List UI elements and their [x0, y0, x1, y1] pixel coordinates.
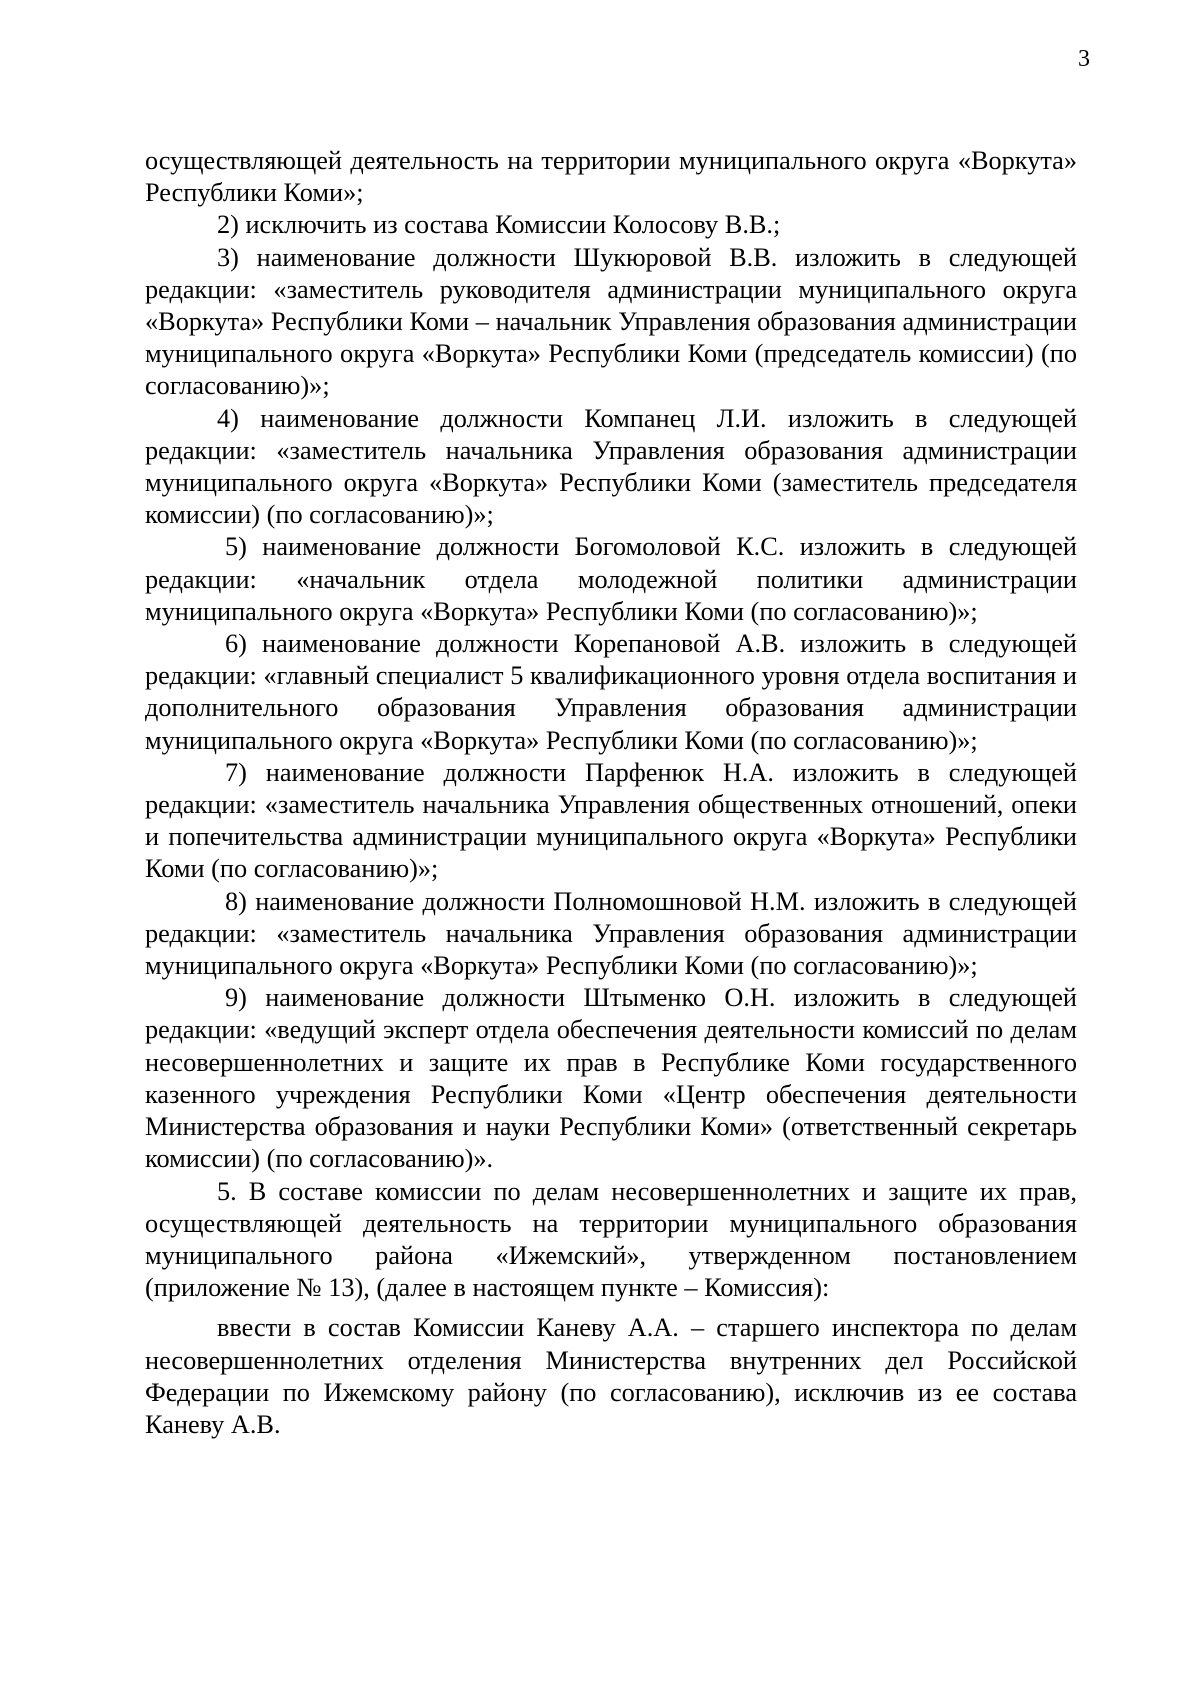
paragraph-section-5-action: ввести в состав Комиссии Каневу А.А. – старшего инспектора по делам несовершеннолетних отделения Министерства внутренних дел Российской Федерации по Ижемскому району (по согласованию), исключив из ее состава Каневу А.В. — [145, 1313, 1077, 1439]
paragraph-item-2: 2) исключить из состава Комиссии Колосову В.В.; — [217, 210, 781, 240]
paragraph-section-5: 5. В составе комиссии по делам несовершеннолетних и защите их прав, осуществляющей деятельность на территории муниципального образования муниципального района «Ижемский», утвержденном постановлением (приложение № 13), (далее в настоящем пункте – Комиссия): — [145, 1176, 1077, 1303]
paragraph-item-8: 8) наименование должности Полномошновой Н.М. изложить в следующей редакции: «заместитель начальника Управления образования администрации муниципального округа «Воркута» Республики Коми (по согласованию)»; — [145, 886, 1077, 981]
document-body — [145, 145, 1077, 1441]
paragraph-item-3: 3) наименование должности Шукюровой В.В. изложить в следующей редакции: «заместитель руководителя администрации муниципального округа «Воркута» Республики Коми – начальник Управления образования администрации муниципального округа «Воркута» Республики Коми (председатель комиссии) (по согласованию)»; — [145, 242, 1077, 401]
paragraph-item-5: 5) наименование должности Богомоловой К.С. изложить в следующей редакции: «начальник отдела молодежной политики администрации муниципального округа «Воркута» Республики Коми (по согласованию)»; — [145, 532, 1077, 626]
page-number: 3 — [1078, 46, 1090, 72]
paragraph-item-4: 4) наименование должности Компанец Л.И. изложить в следующей редакции: «заместитель начальника Управления образования администрации муниципального округа «Воркута» Республики Коми (заместитель председателя комиссии) (по согласованию)»; — [145, 403, 1077, 530]
paragraph-item-7: 7) наименование должности Парфенюк Н.А. изложить в следующей редакции: «заместитель начальника Управления общественных отношений, опеки и попечительства администрации муниципального округа «Воркута» Республики Коми (по согласованию)»; — [145, 757, 1077, 884]
paragraph-continuation: осуществляющей деятельность на территории муниципального округа «Воркута» Республики Коми»; — [145, 146, 1077, 208]
paragraph-item-9: 9) наименование должности Штыменко О.Н. изложить в следующей редакции: «ведущий эксперт отдела обеспечения деятельности комиссий по делам несовершеннолетних и защите их прав в Республике Коми государственного казенного учреждения Республики Коми «Центр обеспечения деятельности Министерства образования и науки Республики Коми» (ответственный секретарь комиссии) (по согласованию)». — [145, 983, 1077, 1174]
paragraph-item-6: 6) наименование должности Корепановой А.В. изложить в следующей редакции: «главный специалист 5 квалификационного уровня отдела воспитания и дополнительного образования Управления образования администрации муниципального округа «Воркута» Республики Коми (по согласованию)»; — [145, 629, 1077, 755]
